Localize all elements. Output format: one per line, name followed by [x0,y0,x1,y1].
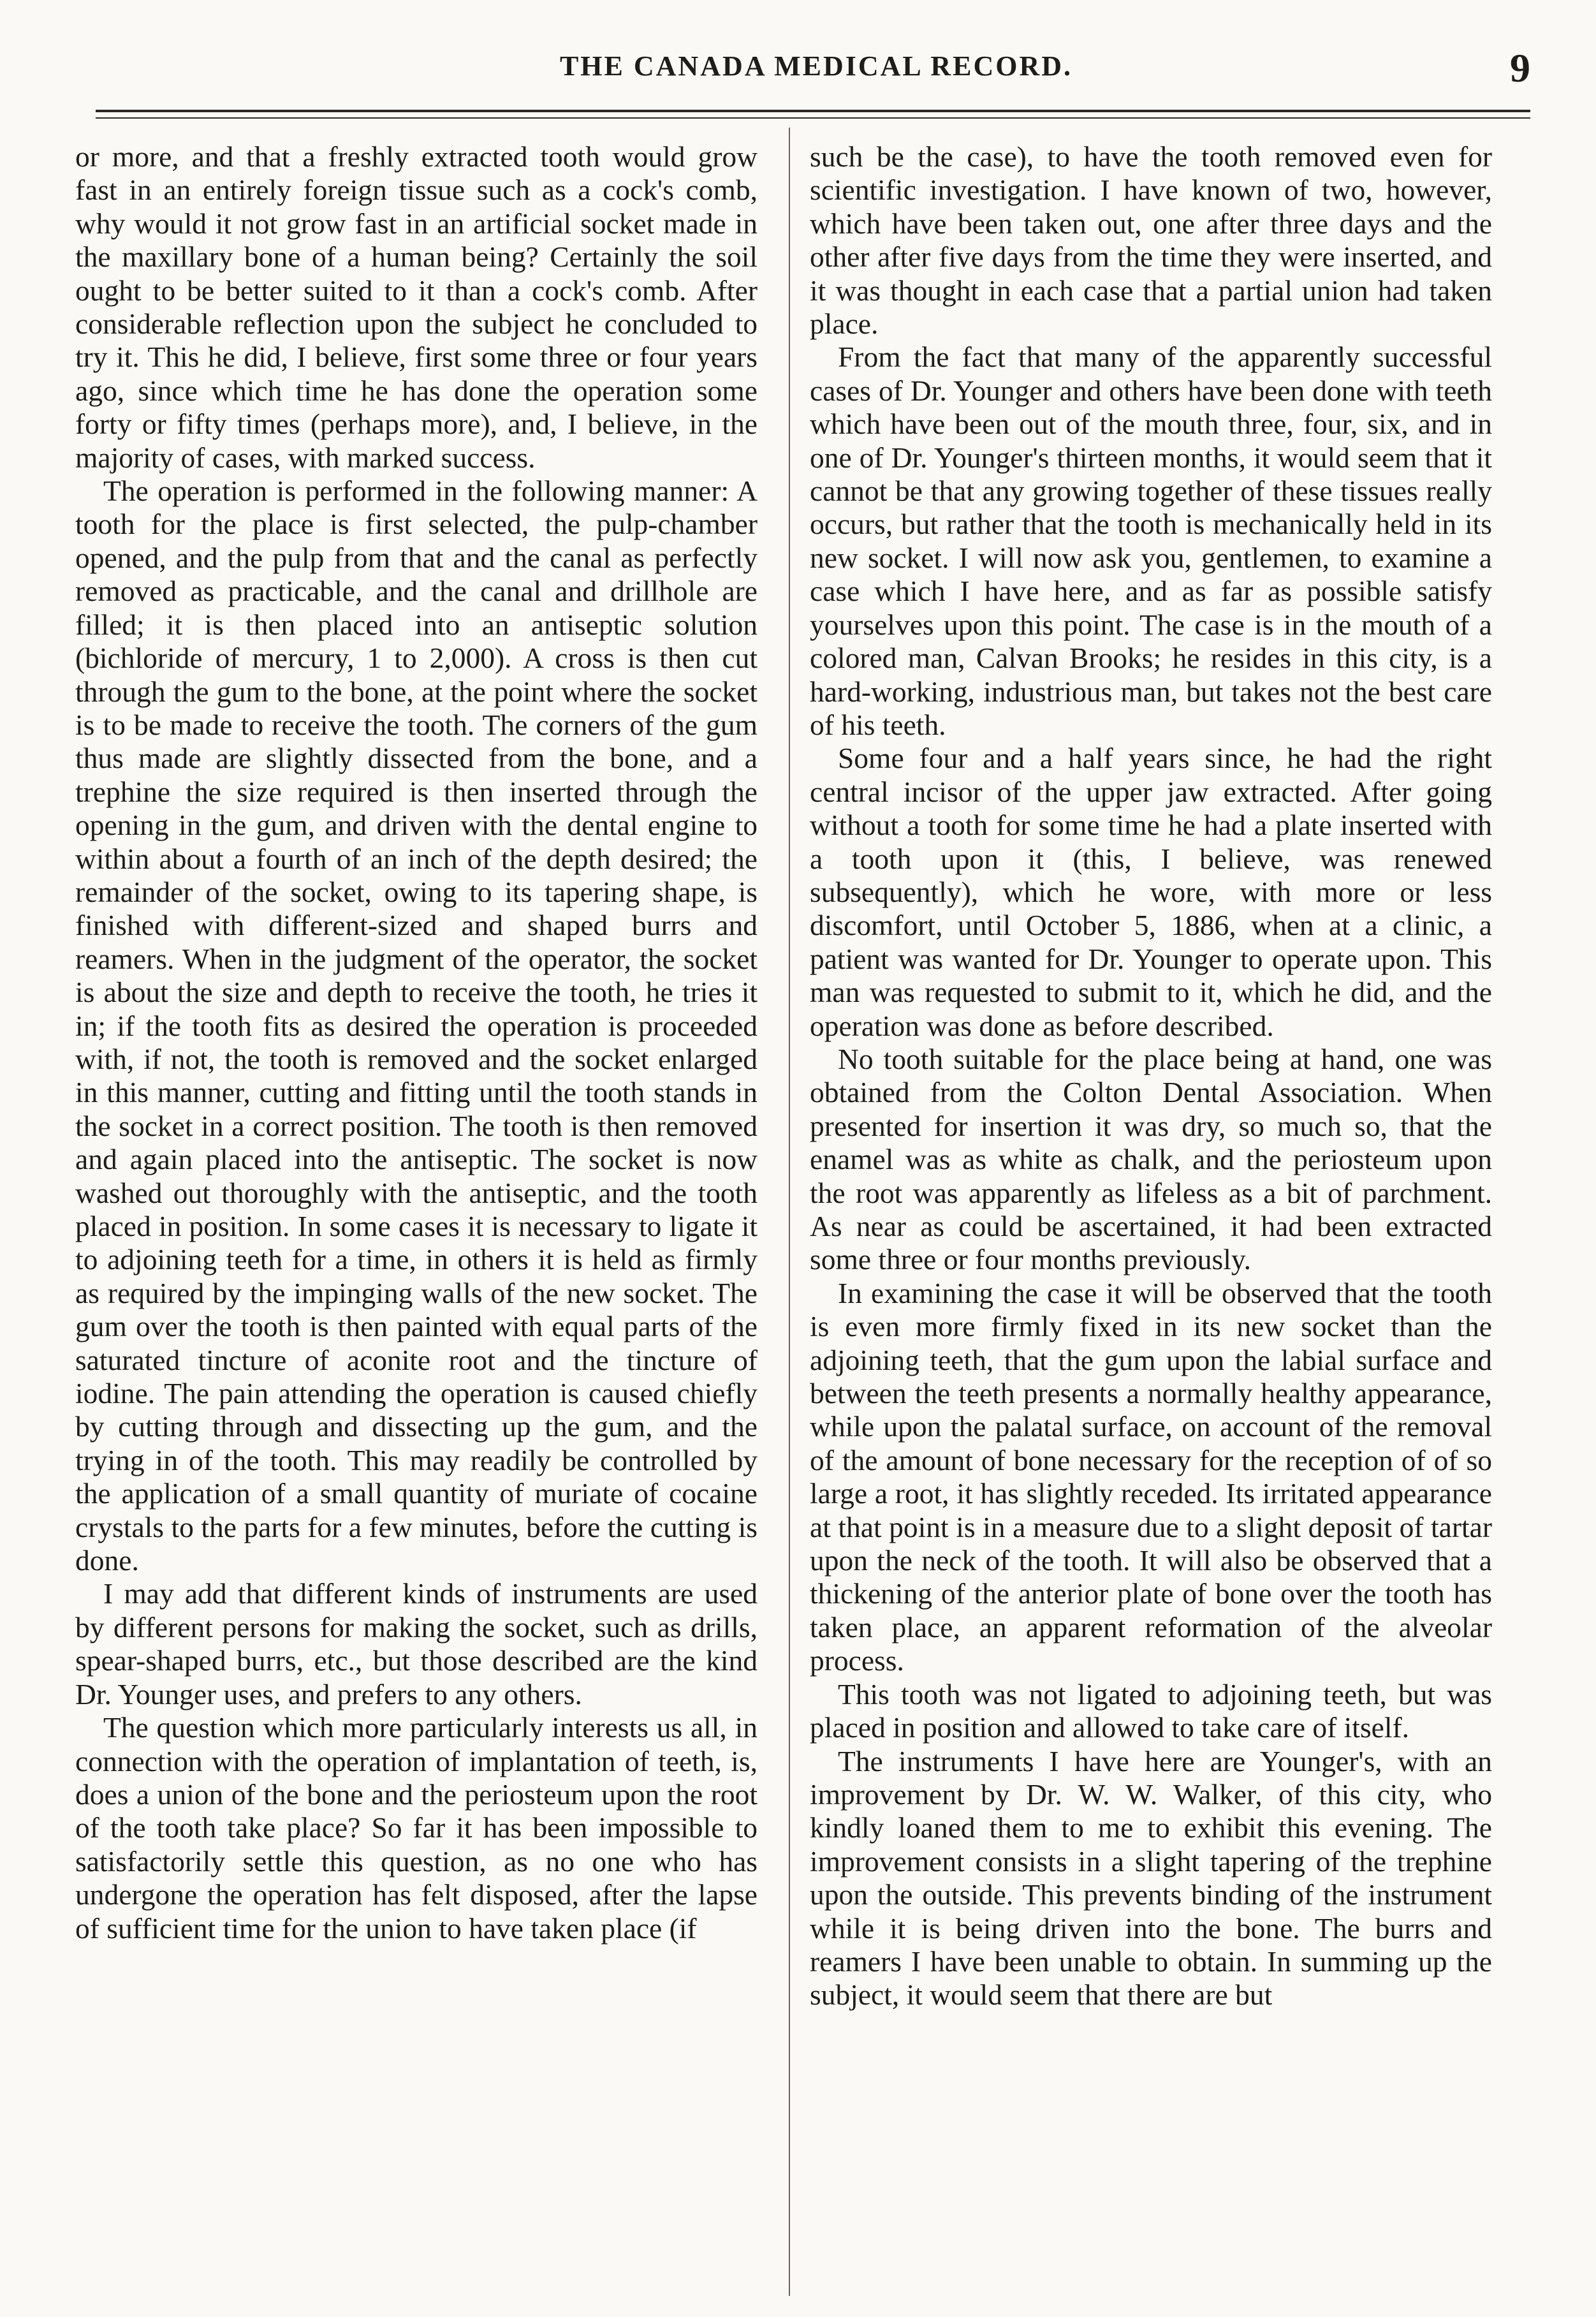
running-head [102,45,1530,108]
journal-title: THE CANADA MEDICAL RECORD. [559,50,1073,82]
paragraph: The instruments I have here are Younger's, with an improvement by Dr. W. W. Walker, of this city, who kindly loaned them to me to exhibit this evening. The improvement consists in a slight tapering of the trephine upon the outside. This prevents binding of the instrument while it is being driven into the bone. The burrs and reamers I have been unable to obtain. In summing up the subject, it would seem that there are but [810,1744,1492,2012]
paragraph: The operation is performed in the following manner: A tooth for the place is first selected, the pulp-chamber opened, and the pulp from that and the canal as perfectly removed as practicable, and the canal and drillhole are filled; it is then placed into an antiseptic solution (bichloride of mercury, 1 to 2,000). A cross is then cut through the gum to the bone, at the point where the socket is to be made to receive the tooth. The corners of the gum thus made are slightly dissected from the bone, and a trephine the size required is then inserted through the opening in the gum, and driven with the dental engine to within about a fourth of an inch of the depth desired; the remainder of the socket, owing to its tapering shape, is finished with different-sized and shaped burrs and reamers. When in the judgment of the operator, the socket is about the size and depth to receive the tooth, he tries it in; if the tooth fits as desired the operation is proceeded with, if not, the tooth is removed and the socket enlarged in this manner, cutting and fitting until the tooth stands in the socket in a correct position. The tooth is then removed and again placed into the antiseptic. The socket is now washed out thoroughly with the antiseptic, and the tooth placed in position. In some cases it is necessary to ligate it to adjoining teeth for a time, in others it is held as firmly as required by the impinging walls of the new socket. The gum over the tooth is then painted with equal parts of the saturated tincture of aconite root and the tincture of iodine. The pain attending the operation is caused chiefly by cutting through and dissecting up the gum, and the trying in of the tooth. This may readily be controlled by the application of a small quantity of muriate of cocaine crystals to the parts for a few minutes, before the cutting is done. [75,474,758,1577]
header-rule-thick [96,110,1530,112]
paragraph: The question which more particularly interests us all, in connection with the operation of implantation of teeth, is, does a union of the bone and the periosteum upon the root of the tooth take place? So far it has been impossible to satisfactorily settle this question, as no one who has undergone the operation has felt disposed, after the lapse of sufficient time for the union to have taken place (if [75,1711,758,1945]
page-number: 9 [1510,45,1530,91]
paragraph: I may add that different kinds of instruments are used by different persons for making the socket, such as drills, spear-shaped burrs, etc., but those described are the kind Dr. Younger uses, and prefers to any others. [75,1577,758,1710]
paragraph: Some four and a half years since, he had the right central incisor of the upper jaw extracted. After going without a tooth for some time he had a plate inserted with a tooth upon it (this, I believe, was renewed subsequently), which he wore, with more or less discomfort, until October 5, 1886, when at a clinic, a patient was wanted for Dr. Younger to operate upon. This man was requested to submit to it, which he did, and the operation was done as before described. [810,742,1492,1042]
paragraph: such be the case), to have the tooth removed even for scientific investigation. I have known of two, however, which have been taken out, one after three days and the other after five days from the time they were inserted, and it was thought in each case that a partial union had taken place. [810,140,1492,341]
header-rule-thin [96,117,1530,119]
column-divider [789,128,790,2296]
paragraph: From the fact that many of the apparently successful cases of Dr. Younger and others have been done with teeth which have been out of the mouth three, four, six, and in one of Dr. Younger's thirteen months, it would seem that it cannot be that any growing together of these tissues really occurs, but rather that the tooth is mechanically held in its new socket. I will now ask you, gentlemen, to examine a case which I have here, and as far as possible satisfy yourselves upon this point. The case is in the mouth of a colored man, Calvan Brooks; he resides in this city, is a hard-working, industrious man, but takes not the best care of his teeth. [810,341,1492,741]
right-column [810,140,1492,2012]
paragraph: This tooth was not ligated to adjoining teeth, but was placed in position and allowed to take care of itself. [810,1677,1492,1744]
left-column [75,140,758,1945]
paragraph: or more, and that a freshly extracted tooth would grow fast in an entirely foreign tissue such as a cock's comb, why would it not grow fast in an artificial socket made in the maxillary bone of a human being? Certainly the soil ought to be better suited to it than a cock's comb. After considerable reflection upon the subject he concluded to try it. This he did, I believe, first some three or four years ago, since which time he has done the operation some forty or fifty times (perhaps more), and, I believe, in the majority of cases, with marked success. [75,140,758,474]
paragraph: No tooth suitable for the place being at hand, one was obtained from the Colton Dental Association. When presented for insertion it was dry, so much so, that the enamel was as white as chalk, and the periosteum upon the root was apparently as lifeless as a bit of parchment. As near as could be ascertained, it had been extracted some three or four months previously. [810,1042,1492,1276]
paragraph: In examining the case it will be observed that the tooth is even more firmly fixed in its new socket than the adjoining teeth, that the gum upon the labial surface and between the teeth presents a normally healthy appearance, while upon the palatal surface, on account of the removal of the amount of bone necessary for the reception of of so large a root, it has slightly receded. Its irritated appearance at that point is in a measure due to a slight deposit of tartar upon the neck of the tooth. It will also be observed that a thickening of the anterior plate of bone over the tooth has taken place, an apparent reformation of the alveolar process. [810,1276,1492,1677]
